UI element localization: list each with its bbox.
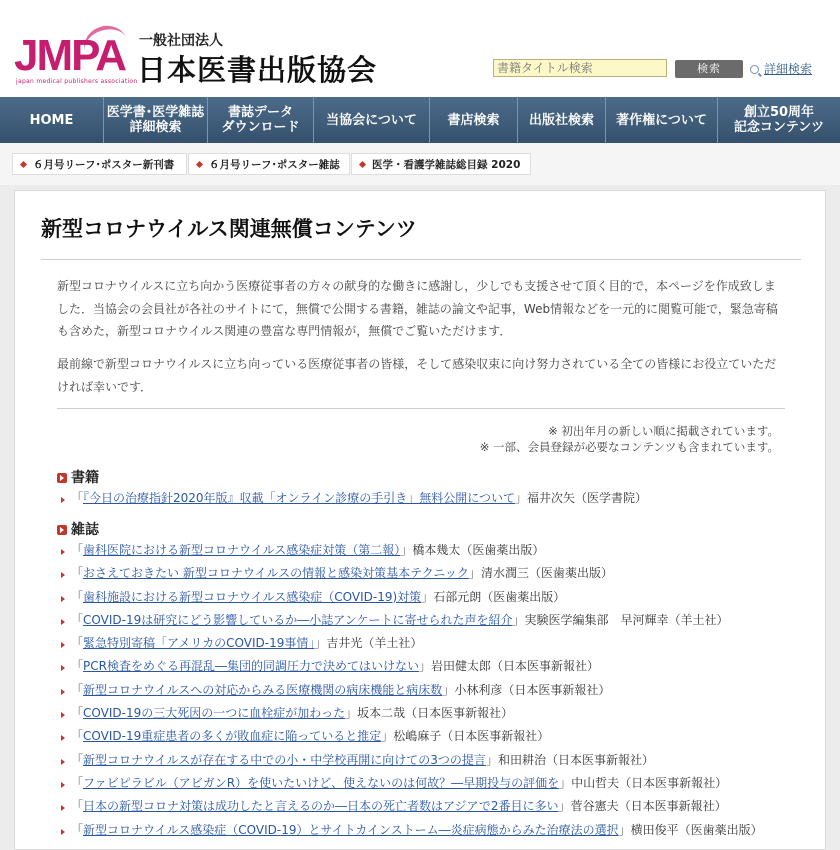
list-item: 「新型コロナウイルスへの対応からみる医療機関の病床機能と病床数」小林利彦（日本医事新報社）	[61, 679, 821, 702]
nav-bibliographic-download[interactable]: 書誌データ ダウンロード	[208, 97, 314, 143]
list-item: 「COVID-19の三大死因の一つに血栓症が加わった」坂本二哉（日本医事新報社）	[61, 702, 821, 725]
books-list	[61, 487, 821, 510]
bullet-icon	[61, 805, 65, 811]
bullet-icon	[61, 572, 65, 578]
bullet-icon	[61, 497, 65, 503]
intro-divider	[57, 408, 785, 409]
journal-link[interactable]: おさえておきたい 新型コロナウイルスの情報と感染対策基本テクニック	[83, 566, 469, 581]
bullet-icon	[61, 759, 65, 765]
nav-50th-anniversary[interactable]: 創立50周年 記念コンテンツ	[733, 105, 825, 135]
bullet-icon	[61, 642, 65, 648]
book-link[interactable]: 『今日の治療指針2020年版』収載「オンライン診療の手引き」無料公開について	[83, 491, 515, 505]
bullet-icon	[61, 689, 65, 695]
org-type-label: 一般社団法人	[139, 33, 223, 49]
bullet-icon	[61, 829, 65, 835]
journal-link[interactable]: ファビピラビル（アビガンR）を使いたいけど、使えないのは何故？―早期投与の評価を	[83, 775, 560, 790]
journal-link[interactable]: COVID-19の三大死因の一つに血栓症が加わった	[83, 706, 346, 721]
bullet-icon	[61, 549, 65, 555]
list-item: 「COVID-19は研究にどう影響しているか―小誌アンケートに寄せられた声を紹介」実験医学編集部 早河輝幸（羊土社）	[61, 609, 821, 632]
item-author: 和田耕治（日本医事新報社）	[497, 752, 654, 767]
subnav-leaf-poster-journals[interactable]: ６月号リーフ･ポスター雑誌	[188, 153, 350, 175]
item-author: 実験医学編集部 早河輝幸（羊土社）	[524, 612, 729, 627]
item-author: 中山哲夫（日本医事新報社）	[571, 775, 728, 790]
org-name[interactable]: 日本医書出版協会	[137, 53, 378, 87]
item-author: 坂本二哉（日本医事新報社）	[357, 706, 514, 721]
title-divider	[41, 259, 801, 260]
subnav-journal-catalog-2020[interactable]: 医学・看護学雑誌総目録 2020	[351, 153, 531, 175]
journal-link[interactable]: PCR検査をめぐる再混乱―集団的同調圧力で決めてはいけない	[83, 659, 419, 674]
advanced-search-link[interactable]	[750, 60, 812, 77]
journal-link[interactable]: COVID-19は研究にどう影響しているか―小誌アンケートに寄せられた声を紹介	[83, 612, 513, 627]
item-author: 石部元朗（医歯薬出版）	[433, 589, 566, 604]
list-item: 「新型コロナウイルス感染症（COVID-19）とサイトカインストーム―炎症病態からみた治療法の選択」横田俊平（医歯薬出版）	[61, 819, 821, 842]
journal-link[interactable]: 新型コロナウイルス感染症（COVID-19）とサイトカインストーム―炎症病態からみた治療法の選択	[83, 822, 619, 837]
section-heading-books: 書籍	[57, 467, 99, 487]
list-item: 「おさえておきたい 新型コロナウイルスの情報と感染対策基本テクニック」清水潤三（医歯薬出版）	[61, 562, 821, 585]
journal-link[interactable]: 新型コロナウイルスが存在する中での小・中学校再開に向けての3つの提言	[83, 752, 486, 767]
item-author: 橋本幾太（医歯薬出版）	[412, 543, 545, 557]
list-item: 「歯科医院における新型コロナウイルス感染症対策（第二報）」橋本幾太（医歯薬出版）	[61, 539, 821, 562]
journal-link[interactable]: 歯科施設における新型コロナウイルス感染症（COVID-19)対策	[83, 589, 422, 604]
bullet-icon	[61, 735, 65, 741]
list-item: 「新型コロナウイルスが存在する中での小・中学校再開に向けての3つの提言」和田耕治（日本医事新報社）	[61, 749, 821, 772]
nav-bookstore-search[interactable]: 書店検索	[430, 97, 518, 143]
item-author: 小林利彦（日本医事新報社）	[454, 682, 611, 697]
note-order: ※ 初出年月の新しい順に掲載されています。	[548, 424, 779, 438]
journal-link[interactable]: 新型コロナウイルスへの対応からみる医療機関の病床機能と病床数	[83, 682, 443, 697]
advanced-search-label: 詳細検索	[764, 62, 813, 76]
item-author: 松嶋麻子（日本医事新報社）	[393, 729, 550, 744]
nav-publisher-search[interactable]: 出版社検索	[518, 97, 606, 143]
journal-link[interactable]: 歯科医院における新型コロナウイルス感染症対策（第二報）	[83, 543, 401, 557]
section-marker-icon	[57, 473, 67, 483]
bullet-icon	[61, 596, 65, 602]
book-title-search-input[interactable]	[493, 59, 667, 77]
bullet-icon	[61, 712, 65, 718]
section-heading-journals: 雑誌	[57, 519, 99, 539]
item-author: 菅谷憲夫（日本医事新報社）	[570, 799, 727, 814]
journals-list	[61, 539, 821, 842]
list-item: 「歯科施設における新型コロナウイルス感染症（COVID-19)対策」石部元朗（医歯薬出版）	[61, 586, 821, 609]
bullet-icon	[61, 619, 65, 625]
site-header	[0, 0, 840, 97]
nav-detailed-search[interactable]: 医学書･医学雑誌 詳細検索	[104, 97, 208, 143]
item-author: 福井次矢（医学書院）	[526, 491, 647, 505]
list-item: 「PCR検査をめぐる再混乱―集団的同調圧力で決めてはいけない」岩田健太郎（日本医事新報社）	[61, 655, 821, 678]
bullet-icon	[61, 782, 65, 788]
nav-home[interactable]: HOME	[0, 97, 104, 143]
bullet-icon	[61, 665, 65, 671]
list-item: 「緊急特別寄稿「アメリカのCOVID-19事情」」吉井光（羊土社）	[61, 632, 821, 655]
item-author: 岩田健太郎（日本医事新報社）	[431, 659, 600, 674]
item-author: 横田俊平（医歯薬出版）	[630, 822, 763, 837]
logo-text: JMPA	[14, 31, 125, 80]
list-item: 「COVID-19重症患者の多くが敗血症に陥っていると推定」松嶋麻子（日本医事新報社）	[61, 725, 821, 748]
list-item: 「『今日の治療指針2020年版』収載「オンライン診療の手引き」無料公開について」福井次矢（医学書院）	[61, 487, 821, 510]
diamond-icon	[196, 161, 203, 168]
journal-link[interactable]: 緊急特別寄稿「アメリカのCOVID-19事情」	[83, 636, 315, 651]
intro-paragraph-2: 最前線で新型コロナウイルスに立ち向っている医療従事者の皆様，そして感染収束に向け努力されている全ての皆様にお役立ていただければ幸いです．	[57, 357, 777, 394]
search-button[interactable]: 検索	[675, 60, 743, 78]
content-panel	[14, 190, 826, 850]
journal-link[interactable]: COVID-19重症患者の多くが敗血症に陥っていると推定	[83, 729, 382, 744]
intro-paragraph-1: 新型コロナウイルスに立ち向かう医療従事者の方々の献身的な働きに感謝し，少しでも支援させて頂く目的で，本ページを作成致しました．当協会の会員社が各社のサイトにて，無償で公開する書籍，雑誌の論文や記事，Web情報などを一元的に閲覧可能で，緊急寄稿も含めた，新型コロナウイルス関連の豊富な専門情報が，無償でご覧いただけます．	[57, 279, 778, 338]
main-nav	[0, 97, 840, 143]
page-title: 新型コロナウイルス関連無償コンテンツ	[41, 217, 417, 241]
subnav-leaf-poster-new-books[interactable]: ６月号リーフ･ポスター新刊書	[12, 153, 187, 175]
jmpa-logo[interactable]	[14, 30, 138, 86]
nav-copyright[interactable]: 著作権について	[606, 97, 718, 143]
sub-nav	[0, 143, 840, 185]
search-icon	[750, 65, 759, 74]
journal-link[interactable]: 日本の新型コロナ対策は成功したと言えるのか―日本の死亡者数はアジアで2番目に多い	[83, 799, 559, 814]
logo-subtitle: japan medical publishers association	[16, 78, 138, 85]
diamond-icon	[359, 161, 366, 168]
list-item: 「日本の新型コロナ対策は成功したと言えるのか―日本の死亡者数はアジアで2番目に多い」菅谷憲夫（日本医事新報社）	[61, 795, 821, 818]
section-marker-icon	[57, 525, 67, 535]
note-registration: ※ 一部、会員登録が必要なコンテンツも含まれています。	[479, 440, 779, 454]
item-author: 吉井光（羊土社）	[326, 636, 423, 651]
item-author: 清水潤三（医歯薬出版）	[480, 566, 613, 581]
nav-about[interactable]: 当協会について	[314, 97, 430, 143]
diamond-icon	[20, 161, 27, 168]
list-item: 「ファビピラビル（アビガンR）を使いたいけど、使えないのは何故？―早期投与の評価を」中山哲夫（日本医事新報社）	[61, 772, 821, 795]
